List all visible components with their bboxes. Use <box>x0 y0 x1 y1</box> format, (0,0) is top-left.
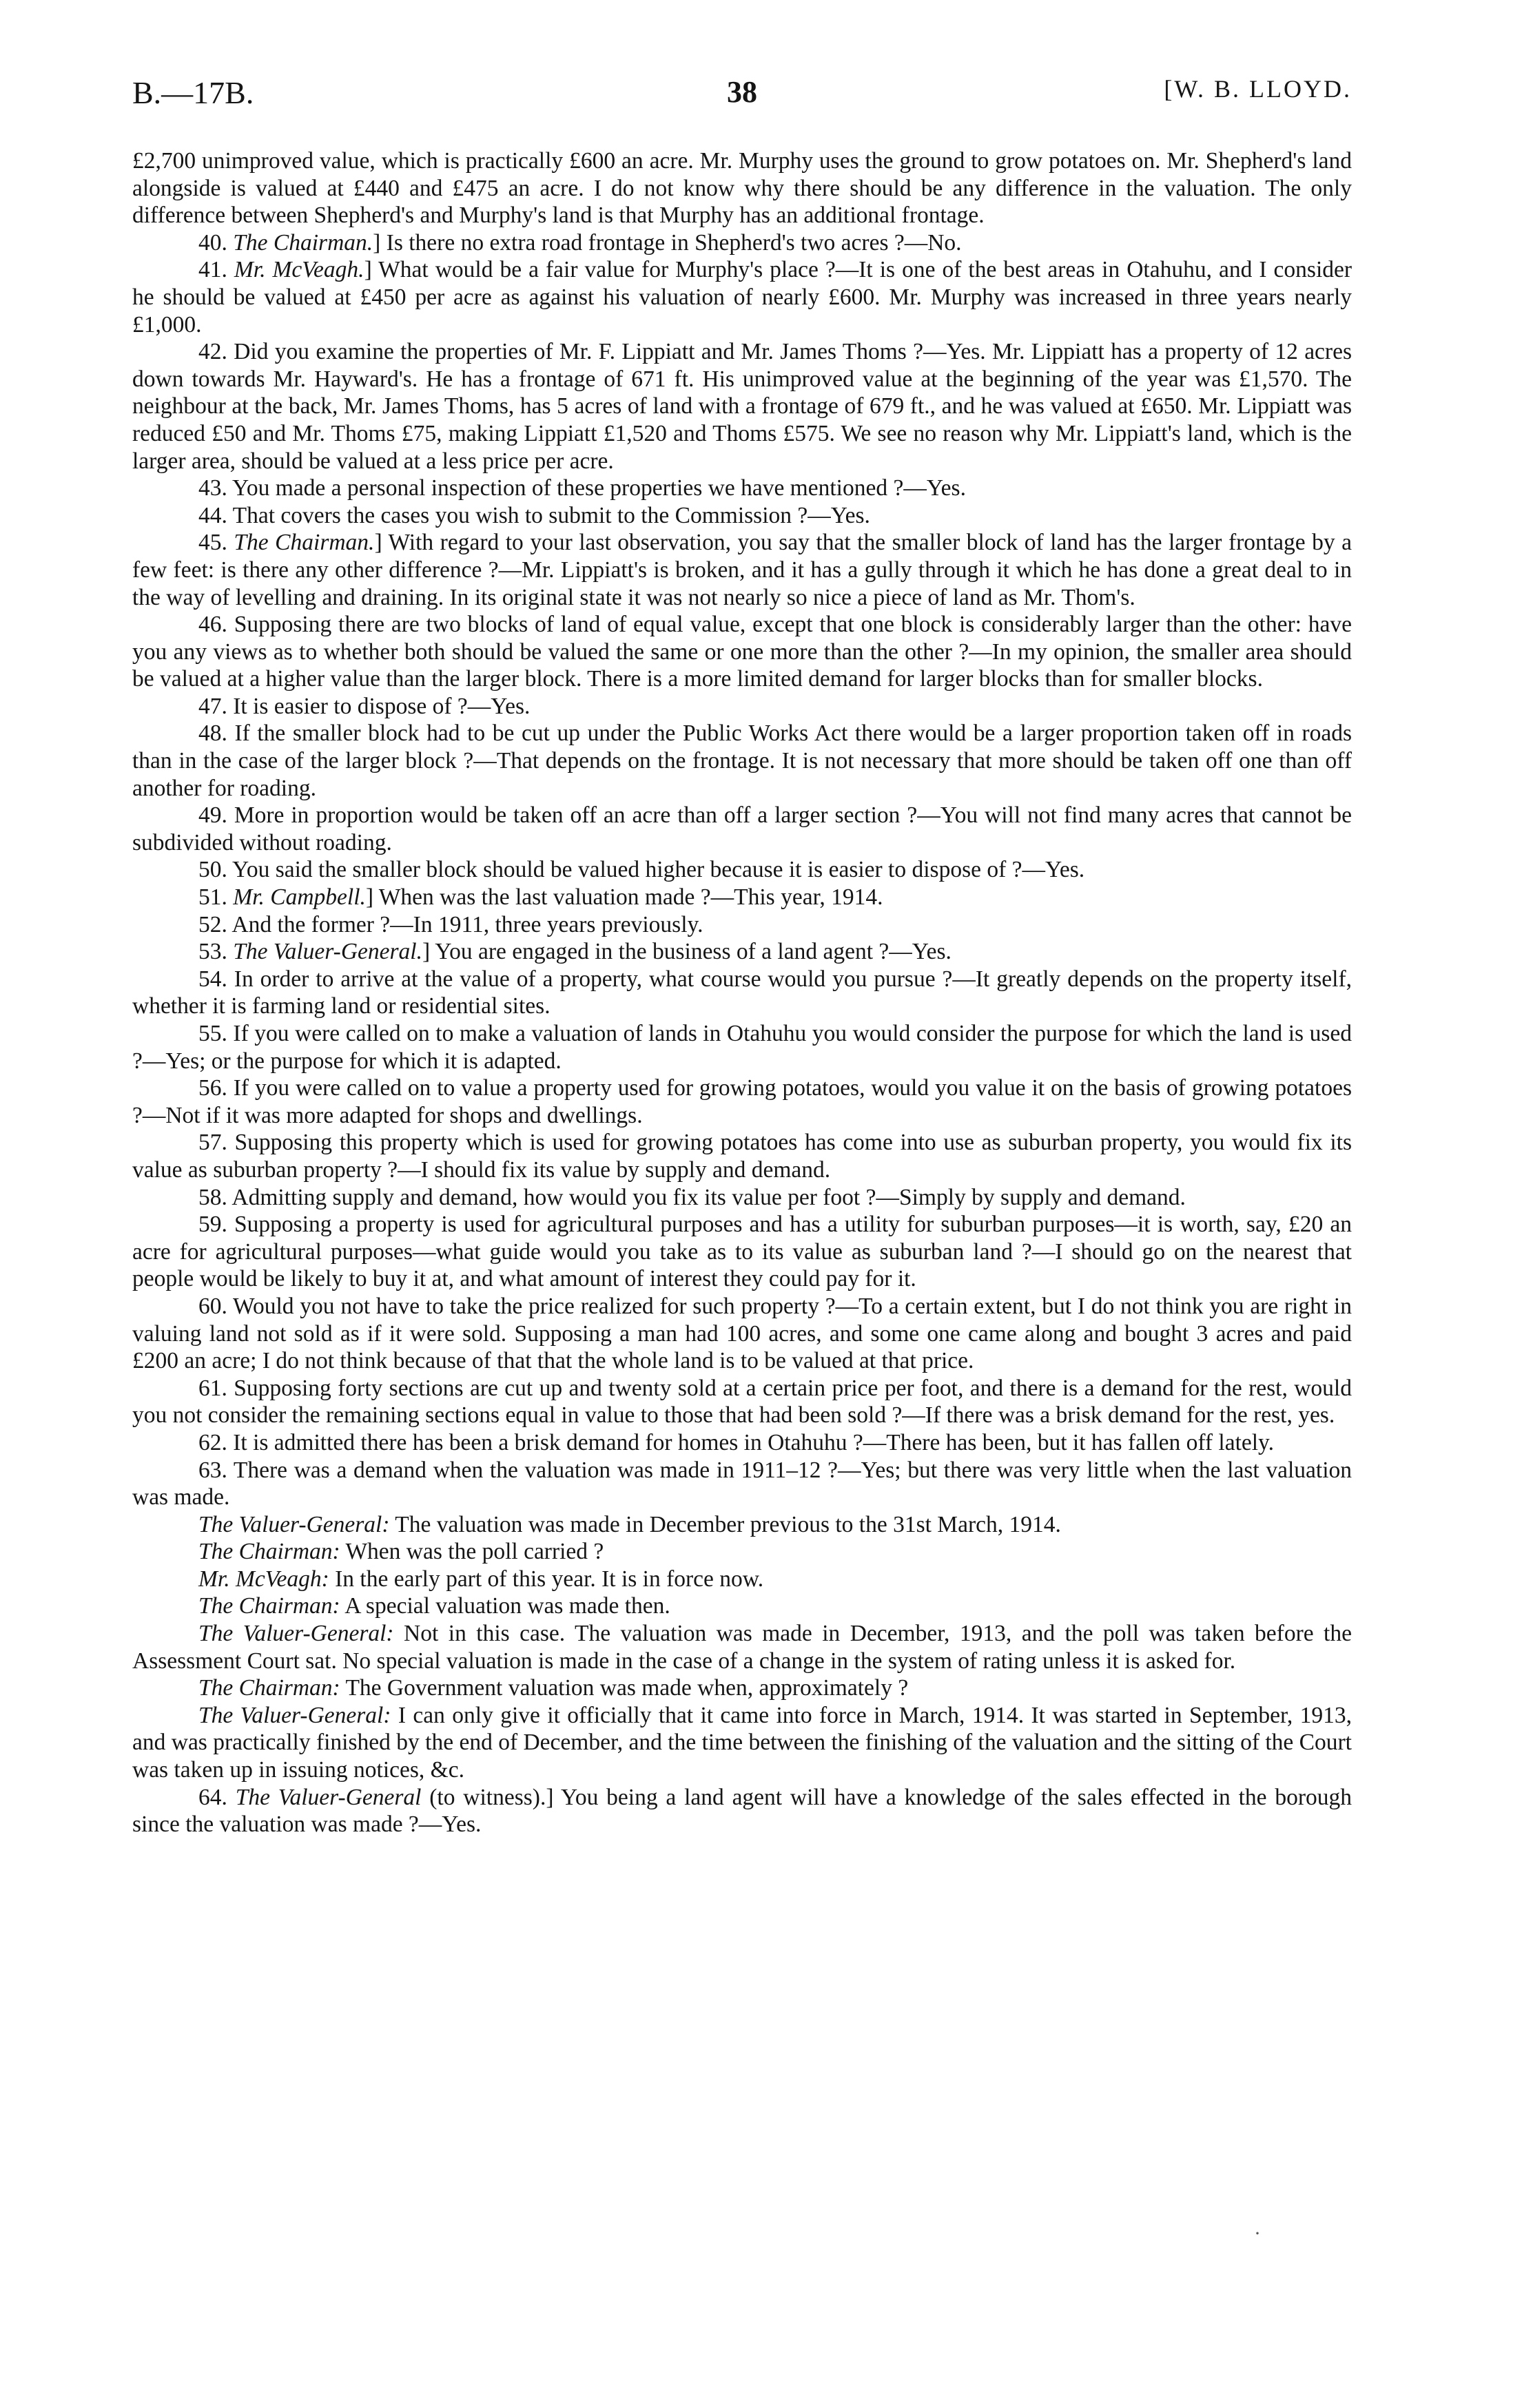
speaker-paragraph: The Chairman: When was the poll carried ? <box>198 1539 604 1565</box>
paragraph: 40. The Chairman.] Is there no extra road frontage in Shepherd's two acres ?—No. <box>198 229 962 256</box>
paragraph: 42. Did you examine the properties of Mr. F. Lippiatt and Mr. James Thoms ?—Yes. Mr. Lippiatt has a property of 12 acres down towards Mr. Hayward's. He has a frontage of 671 ft. His unimproved value at the beginning of the year was £1,570. The neighbour at the back, Mr. James Thoms, has 5 acres of land with a frontage of 679 ft., and he was valued at £650. Mr. Lippiatt was reduced £50 and Mr. Thoms £75, making Lippiatt £1,520 and Thoms £575. We see no reason why Mr. Lippiatt's land, which is the larger area, should be valued at a less price per acre. <box>132 339 1352 474</box>
speaker-paragraph: The Valuer-General: I can only give it officially that it came into force in March, 1914. It was started in September, 1913, and was practically finished by the end of December, and the time between the finishing of the valuation and the sitting of the Court was taken up in issuing notices, &c. <box>132 1702 1352 1783</box>
paragraph: 62. It is admitted there has been a brisk demand for homes in Otahuhu ?—There has been, but it has fallen off lately. <box>198 1429 1275 1455</box>
paragraph: 57. Supposing this property which is used for growing potatoes has come into use as suburban property, you would fix its value as suburban property ?—I should fix its value by supply and demand. <box>132 1130 1352 1183</box>
paragraph: 52. And the former ?—In 1911, three years previously. <box>198 911 703 937</box>
paragraph: 59. Supposing a property is used for agricultural purposes and has a utility for suburban purposes—it is worth, say, £20 an acre for agricultural purposes—what guide would you take as to its value as suburban land ?—I should go on the nearest that people would be likely to buy it at, and what amount of interest they could pay for it. <box>132 1212 1352 1292</box>
speaker-paragraph: The Chairman: The Government valuation was made when, approximately ? <box>198 1675 909 1701</box>
paragraph: 51. Mr. Campbell.] When was the last valuation made ?—This year, 1914. <box>198 884 883 911</box>
speaker-paragraph: The Chairman: A special valuation was made then. <box>198 1593 670 1619</box>
page-body <box>132 147 1352 1838</box>
paragraph: 63. There was a demand when the valuation was made in 1911–12 ?—Yes; but there was very little when the last valuation was made. <box>132 1457 1352 1511</box>
page-header <box>132 74 1352 116</box>
paragraph: 44. That covers the cases you wish to submit to the Commission ?—Yes. <box>198 502 870 528</box>
stray-mark: · <box>1254 2222 1261 2245</box>
paragraph: 60. Would you not have to take the price realized for such property ?—To a certain extent, but I do not think you are right in valuing land not sold as if it were sold. Supposing a man had 100 acres, and some one came along and bought 3 acres and paid £200 an acre; I do not think because of that that the whole land is to be valued at that price. <box>132 1293 1352 1374</box>
paragraph: 53. The Valuer-General.] You are engaged in the business of a land agent ?—Yes. <box>198 939 952 965</box>
speaker-paragraph: The Valuer-General: Not in this case. The valuation was made in December, 1913, and the poll was taken before the Assessment Court sat. No special valuation is made in the case of a change in the system of rating unless it is asked for. <box>132 1621 1352 1674</box>
paragraph: 50. You said the smaller block should be valued higher because it is easier to dispose of ?—Yes. <box>198 857 1085 883</box>
paragraph: 56. If you were called on to value a property used for growing potatoes, would you value it on the basis of growing potatoes ?—Not if it was more adapted for shops and dwellings. <box>132 1075 1352 1128</box>
paragraph: 49. More in proportion would be taken off an acre than off a larger section ?—You will not find many acres that cannot be subdivided without roading. <box>132 802 1352 855</box>
paragraph: 61. Supposing forty sections are cut up and twenty sold at a certain price per foot, and there is a demand for the rest, would you not consider the remaining sections equal in value to those that had been sold ?—If there was a brisk demand for the rest, yes. <box>132 1375 1352 1429</box>
paragraph: 58. Admitting supply and demand, how would you fix its value per foot ?—Simply by supply and demand. <box>198 1184 1186 1210</box>
paragraph: 55. If you were called on to make a valuation of lands in Otahuhu you would consider the purpose for which the land is used ?—Yes; or the purpose for which it is adapted. <box>132 1021 1352 1074</box>
page-number: 38 <box>727 75 757 109</box>
paragraph: 48. If the smaller block had to be cut up under the Public Works Act there would be a larger proportion taken off in roads than in the case of the larger block ?—That depends on the frontage. It is not necessary that more should be taken off one than off another for roading. <box>132 720 1352 801</box>
paragraph: 45. The Chairman.] With regard to your last observation, you say that the smaller block of land has the larger frontage by a few feet: is there any other difference ?—Mr. Lippiatt's is broken, and it has a gully through it which he has done a great deal to in the way of levelling and draining. In its original state it was not nearly so nice a piece of land as Mr. Thom's. <box>132 530 1352 610</box>
speaker-paragraph: Mr. McVeagh: In the early part of this year. It is in force now. <box>198 1566 764 1592</box>
paragraph: 43. You made a personal inspection of these properties we have mentioned ?—Yes. <box>198 475 966 501</box>
paragraph: 46. Supposing there are two blocks of land of equal value, except that one block is considerably larger than the other: have you any views as to whether both should be valued the same or one more than the other ?—In my opinion, the smaller area should be valued at a higher value than the larger block. There is a more limited demand for larger blocks than for smaller blocks. <box>132 612 1352 692</box>
paragraph: 54. In order to arrive at the value of a property, what course would you pursue ?—It greatly depends on the property itself, whether it is farming land or residential sites. <box>132 966 1352 1019</box>
paragraph: 47. It is easier to dispose of ?—Yes. <box>198 693 531 719</box>
paragraph: 64. The Valuer-General (to witness).] You being a land agent will have a knowledge of the sales effected in the borough since the valuation was made ?—Yes. <box>132 1784 1352 1838</box>
speaker-paragraph: The Valuer-General: The valuation was made in December previous to the 31st March, 1914. <box>198 1511 1061 1537</box>
paragraph: 41. Mr. McVeagh.] What would be a fair value for Murphy's place ?—It is one of the best areas in Otahuhu, and I consider he should be valued at £450 per acre as against his valuation of nearly £600. Mr. Murphy was increased in three years nearly £1,000. <box>132 257 1353 338</box>
witness-name: [W. B. LLOYD. <box>1164 75 1352 103</box>
paragraph: £2,700 unimproved value, which is practically £600 an acre. Mr. Murphy uses the ground to grow potatoes on. Mr. Shepherd's land alongside is valued at £440 and £475 an acre. I do not know why there should be any difference in the valuation. The only difference between Shepherd's and Murphy's land is that Murphy has an additional frontage. <box>132 148 1352 229</box>
report-reference: B.—17B. <box>132 75 254 110</box>
